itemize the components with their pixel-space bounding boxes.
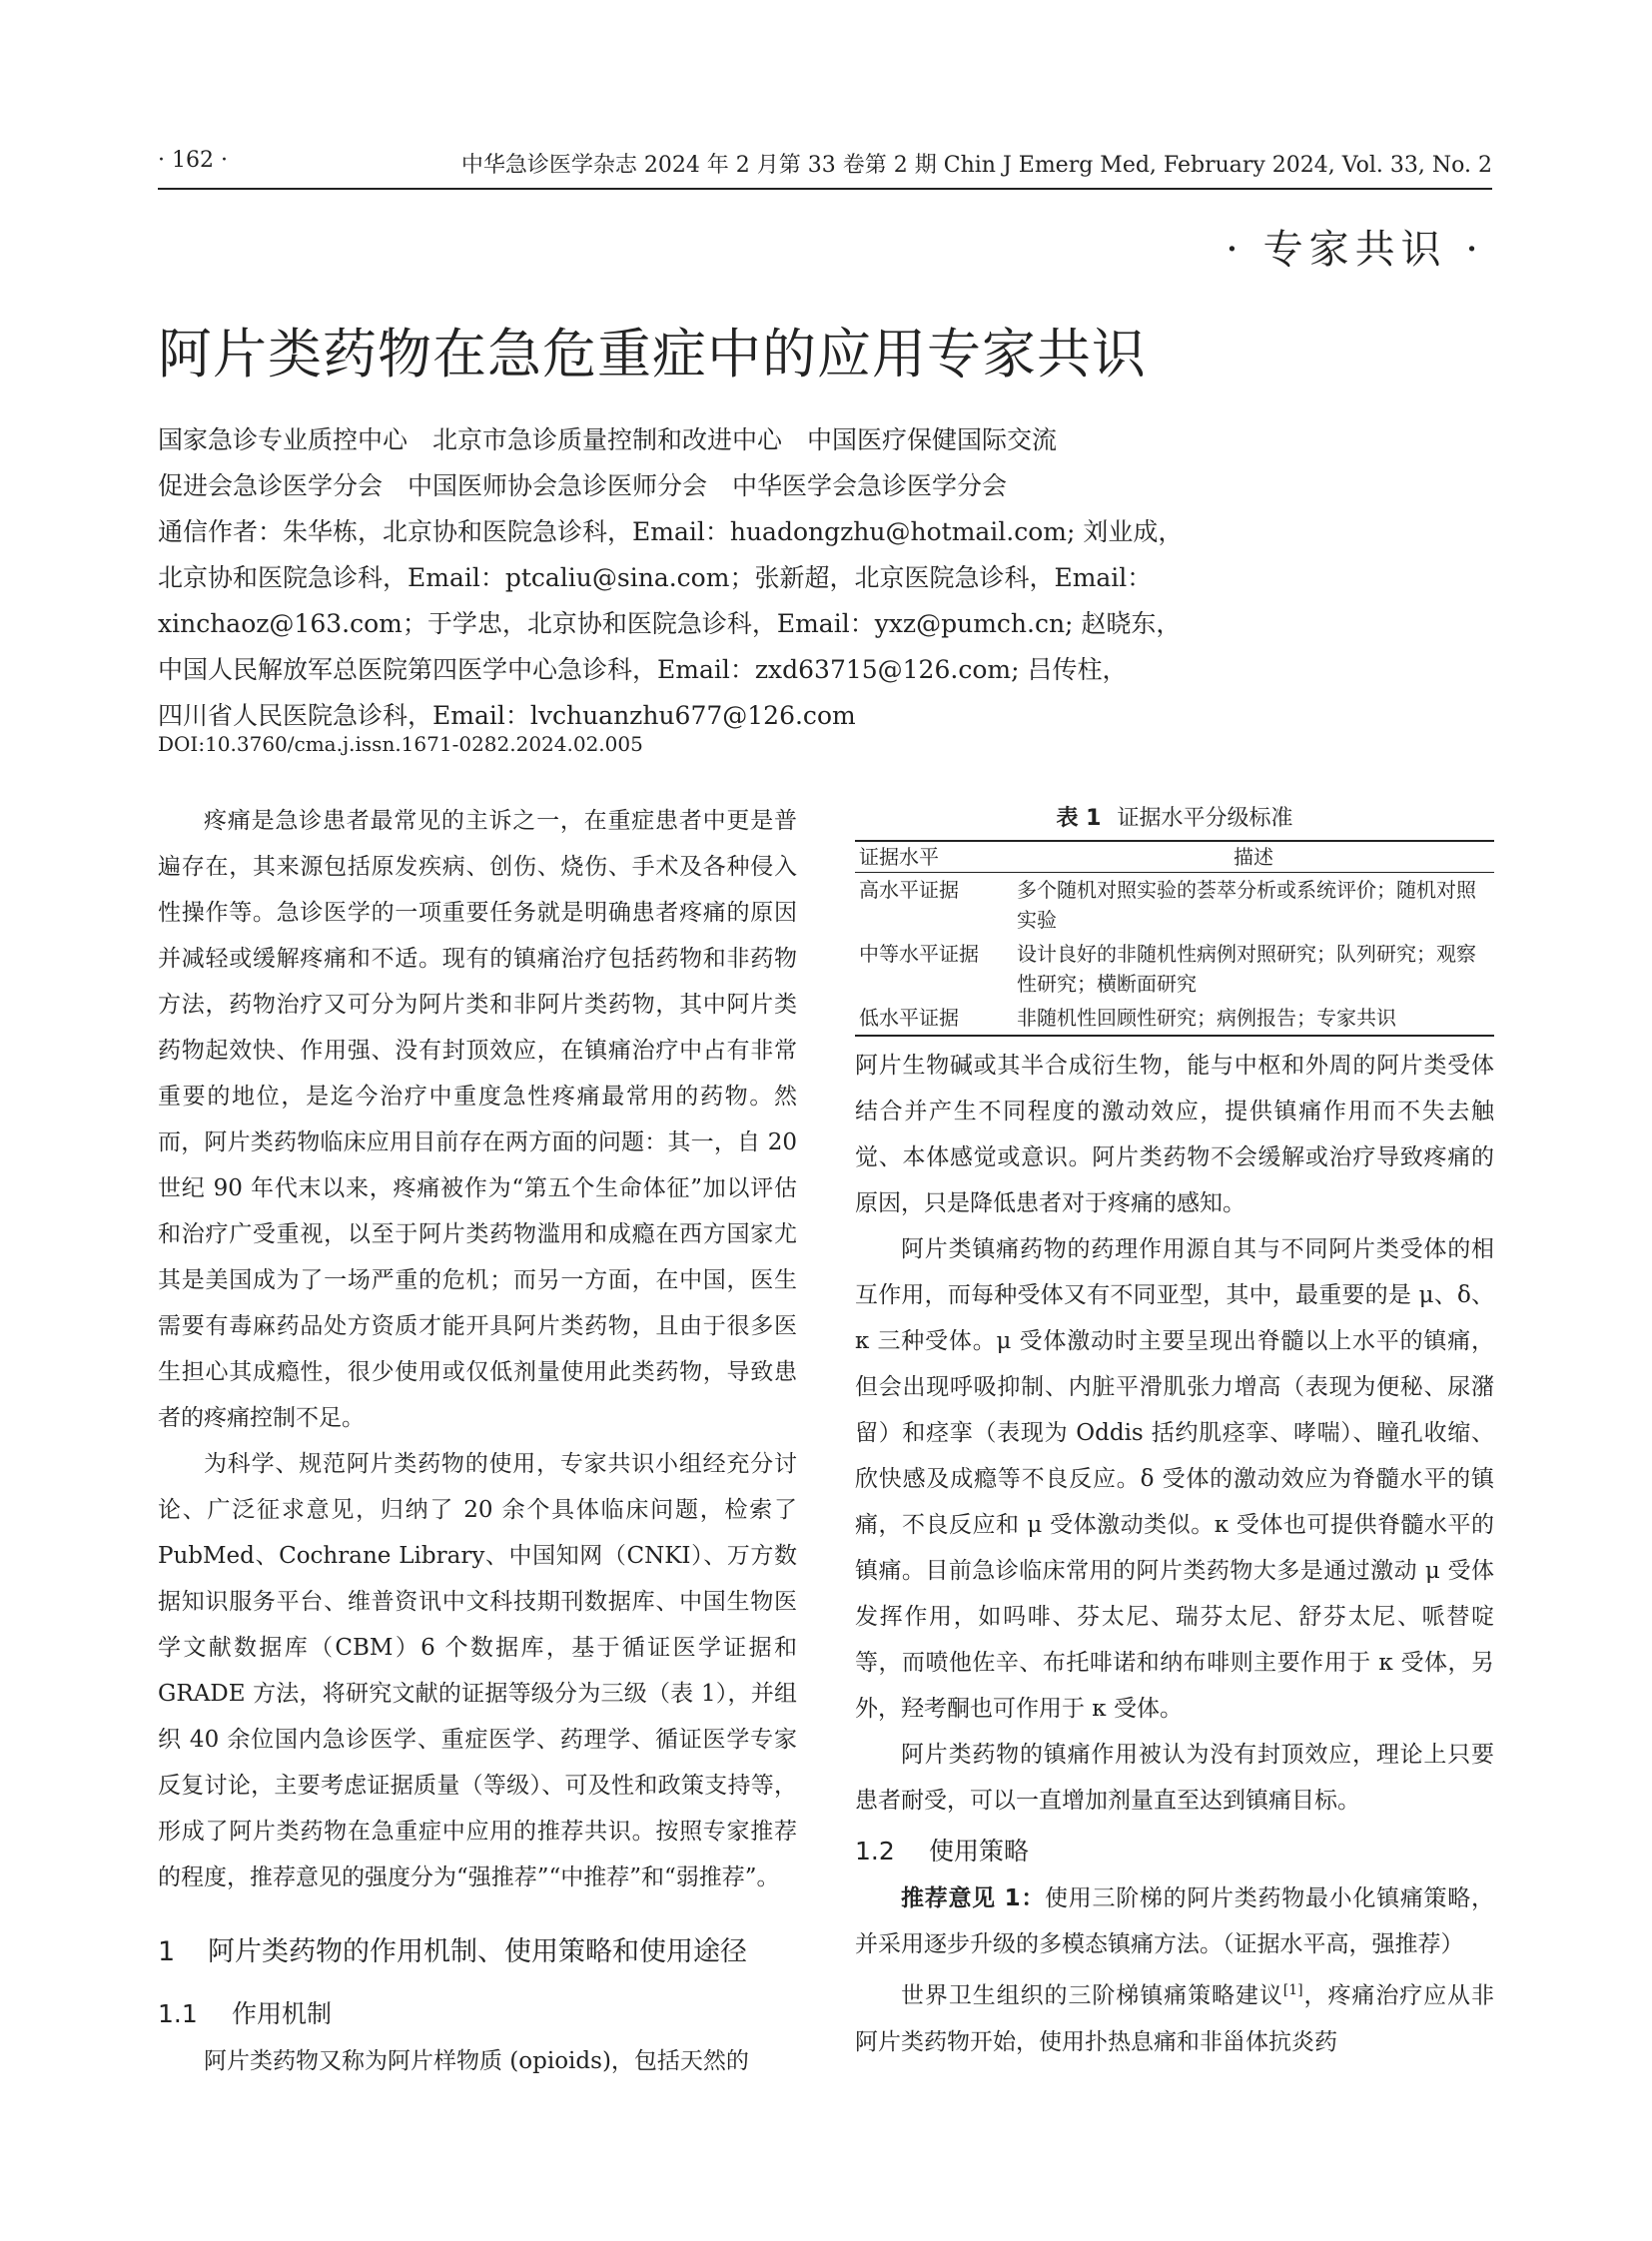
ceiling-effect-paragraph: 阿片类药物的镇痛作用被认为没有封顶效应，理论上只要患者耐受，可以一直增加剂量直至达到镇痛目标。 (855, 1742, 1494, 1814)
page-number: · 162 · (158, 148, 228, 173)
who-ladder-paragraph (855, 1967, 1494, 2065)
receptor-paragraph: 阿片类镇痛药物的药理作用源自其与不同阿片类受体的相互作用，而每种受体又有不同亚型，其中，最重要的是 μ、δ、κ 三种受体。μ 受体激动时主要呈现出脊髓以上水平的镇痛，但会出现呼吸抑制、内脏平滑肌张力增高（表现为便秘、尿潴留）和痉挛（表现为 Oddis 括约肌痉挛、哮喘）、瞳孔收缩、欣快感及成瘾等不良反应。δ 受体的激动效应为脊髓水平的镇痛，不良反应和 μ 受体激动类似。κ 受体也可提供脊髓水平的镇痛。目前急诊临床常用的阿片类药物大多是通过激动 μ 受体发挥作用，如吗啡、芬太尼、瑞芬太尼、舒芬太尼、哌替啶等，而喷他佐辛、布托啡诺和纳布啡则主要作用于 κ 受体，另外，羟考酮也可作用于 κ 受体。 (855, 1236, 1494, 1722)
mechanism-paragraph-continued: 阿片生物碱或其半合成衍生物，能与中枢和外周的阿片类受体结合并产生不同程度的激动效应，提供镇痛作用而不失去触觉、本体感觉或意识。阿片类药物不会缓解或治疗导致疼痛的原因，只是降低患者对于疼痛的感知。 (855, 1053, 1494, 1216)
evidence-description: 多个随机对照实验的荟萃分析或系统评价；随机对照实验 (1017, 878, 1476, 932)
author-line: 四川省人民医院急诊科，Email：lvchuanzhu677@126.com (158, 701, 856, 730)
section-number: 1 (158, 1936, 176, 1967)
recommendation-1 (855, 1875, 1494, 1967)
subsection-title: 使用策略 (929, 1837, 1030, 1866)
who-text-start: 世界卫生组织的三阶梯镇痛策略建议 (901, 1982, 1283, 2009)
subsection-heading-1-2 (855, 1830, 1494, 1873)
table-header-row (855, 841, 1494, 873)
evidence-level-table (855, 840, 1494, 1037)
evidence-level: 中等水平证据 (859, 942, 979, 966)
right-column (855, 1043, 1494, 2065)
author-line: xinchaoz@163.com；于学忠，北京协和医院急诊科，Email：yxz@pumch.cn; 赵晓东， (158, 609, 1182, 638)
intro-paragraph-2: 为科学、规范阿片类药物的使用，专家共识小组经充分讨论、广泛征求意见，归纳了 20 余个具体临床问题，检索了 PubMed、Cochrane Library、中国知网（CNKI）、万方数据知识服务平台、维普资讯中文科技期刊数据库、中国生物医学文献数据库（CBM）6 个数据库，基于循证医学证据和 GRADE 方法，将研究文献的证据等级分为三级（表 1），并组织 40 余位国内急诊医学、重症医学、药理学、循证医学专家反复讨论，主要考虑证据质量（等级）、可及性和政策支持等，形成了阿片类药物在急重症中应用的推荐共识。按照专家推荐的程度，推荐意见的强度分为“强推荐”“中推荐”和“弱推荐”。 (158, 1451, 797, 1890)
header-level: 证据水平 (855, 841, 1013, 873)
subsection-heading-1-1 (158, 1992, 797, 2036)
author-line: 通信作者：朱华栋，北京协和医院急诊科，Email：huadongzhu@hotmail.com; 刘业成， (158, 517, 1184, 546)
table-row (855, 1001, 1494, 1036)
subsection-number: 1.2 (855, 1837, 895, 1866)
recommendation-text: 使用三阶梯的阿片类药物最小化镇痛策略，并采用逐步升级的多模态镇痛方法。（证据水平高，强推荐） (855, 1885, 1494, 1957)
subsection-number: 1.1 (158, 1999, 198, 2028)
doi: DOI:10.3760/cma.j.issn.1671-0282.2024.02.005 (158, 732, 643, 756)
journal-citation: 中华急诊医学杂志 2024 年 2 月第 33 卷第 2 期 Chin J Emerg Med, February 2024, Vol. 33, No. 2 (460, 153, 1492, 178)
running-header (158, 148, 1492, 190)
table-row (855, 873, 1494, 938)
recommendation-label: 推荐意见 1： (901, 1885, 1046, 1911)
author-line: 国家急诊专业质控中心 北京市急诊质量控制和改进中心 中国医疗保健国际交流 (158, 425, 1058, 454)
left-column (158, 798, 797, 2084)
article-title: 阿片类药物在急危重症中的应用专家共识 (158, 323, 1147, 385)
who-text-end: ，疼痛治疗应从非阿片类药物开始，使用扑热息痛和非甾体抗炎药 (855, 1982, 1495, 2055)
reference-marker: [1] (1282, 1982, 1303, 1998)
table-row (855, 937, 1494, 1001)
subsection-title: 作用机制 (232, 1999, 333, 2028)
section-tag: · 专家共识 · (1226, 227, 1484, 273)
author-line: 促进会急诊医学分会 中国医师协会急诊医师分会 中华医学会急诊医学分会 (158, 471, 1008, 500)
evidence-level: 低水平证据 (859, 1006, 959, 1030)
mechanism-paragraph-start: 阿片类药物又称为阿片样物质 (opioids)，包括天然的 (204, 2048, 749, 2074)
author-line: 中国人民解放军总医院第四医学中心急诊科，Email：zxd63715@126.com; 吕传柱， (158, 655, 1128, 684)
header-description: 描述 (1013, 841, 1494, 873)
table-title: 证据水平分级标准 (1117, 806, 1293, 831)
intro-paragraph-1: 疼痛是急诊患者最常见的主诉之一，在重症患者中更是普遍存在，其来源包括原发疾病、创伤、烧伤、手术及各种侵入性操作等。急诊医学的一项重要任务就是明确患者疼痛的原因并减轻或缓解疼痛和不适。现有的镇痛治疗包括药物和非药物方法，药物治疗又可分为阿片类和非阿片类药物，其中阿片类药物起效快、作用强、没有封顶效应，在镇痛治疗中占有非常重要的地位，是迄今治疗中重度急性疼痛最常用的药物。然而，阿片类药物临床应用目前存在两方面的问题：其一，自 20 世纪 90 年代末以来，疼痛被作为“第五个生命体征”加以评估和治疗广受重视，以至于阿片类药物滥用和成瘾在西方国家尤其是美国成为了一场严重的危机；而另一方面，在中国，医生需要有毒麻药品处方资质才能开具阿片类药物，且由于很多医生担心其成瘾性，很少使用或仅低剂量使用此类药物，导致患者的疼痛控制不足。 (158, 808, 797, 1431)
table-label: 表 1 (1056, 806, 1102, 831)
table-caption (855, 801, 1494, 832)
evidence-description: 设计良好的非随机性病例对照研究；队列研究；观察性研究；横断面研究 (1017, 942, 1476, 996)
evidence-level: 高水平证据 (859, 878, 959, 902)
section-title: 阿片类药物的作用机制、使用策略和使用途径 (208, 1936, 747, 1967)
author-line: 北京协和医院急诊科，Email：ptcaliu@sina.com；张新超，北京医院急诊科，Email： (158, 563, 1153, 592)
evidence-description: 非随机性回顾性研究；病例报告；专家共识 (1017, 1006, 1396, 1030)
evidence-table (855, 801, 1494, 1037)
section-heading-1 (158, 1930, 797, 1974)
author-affiliations (158, 417, 1496, 739)
